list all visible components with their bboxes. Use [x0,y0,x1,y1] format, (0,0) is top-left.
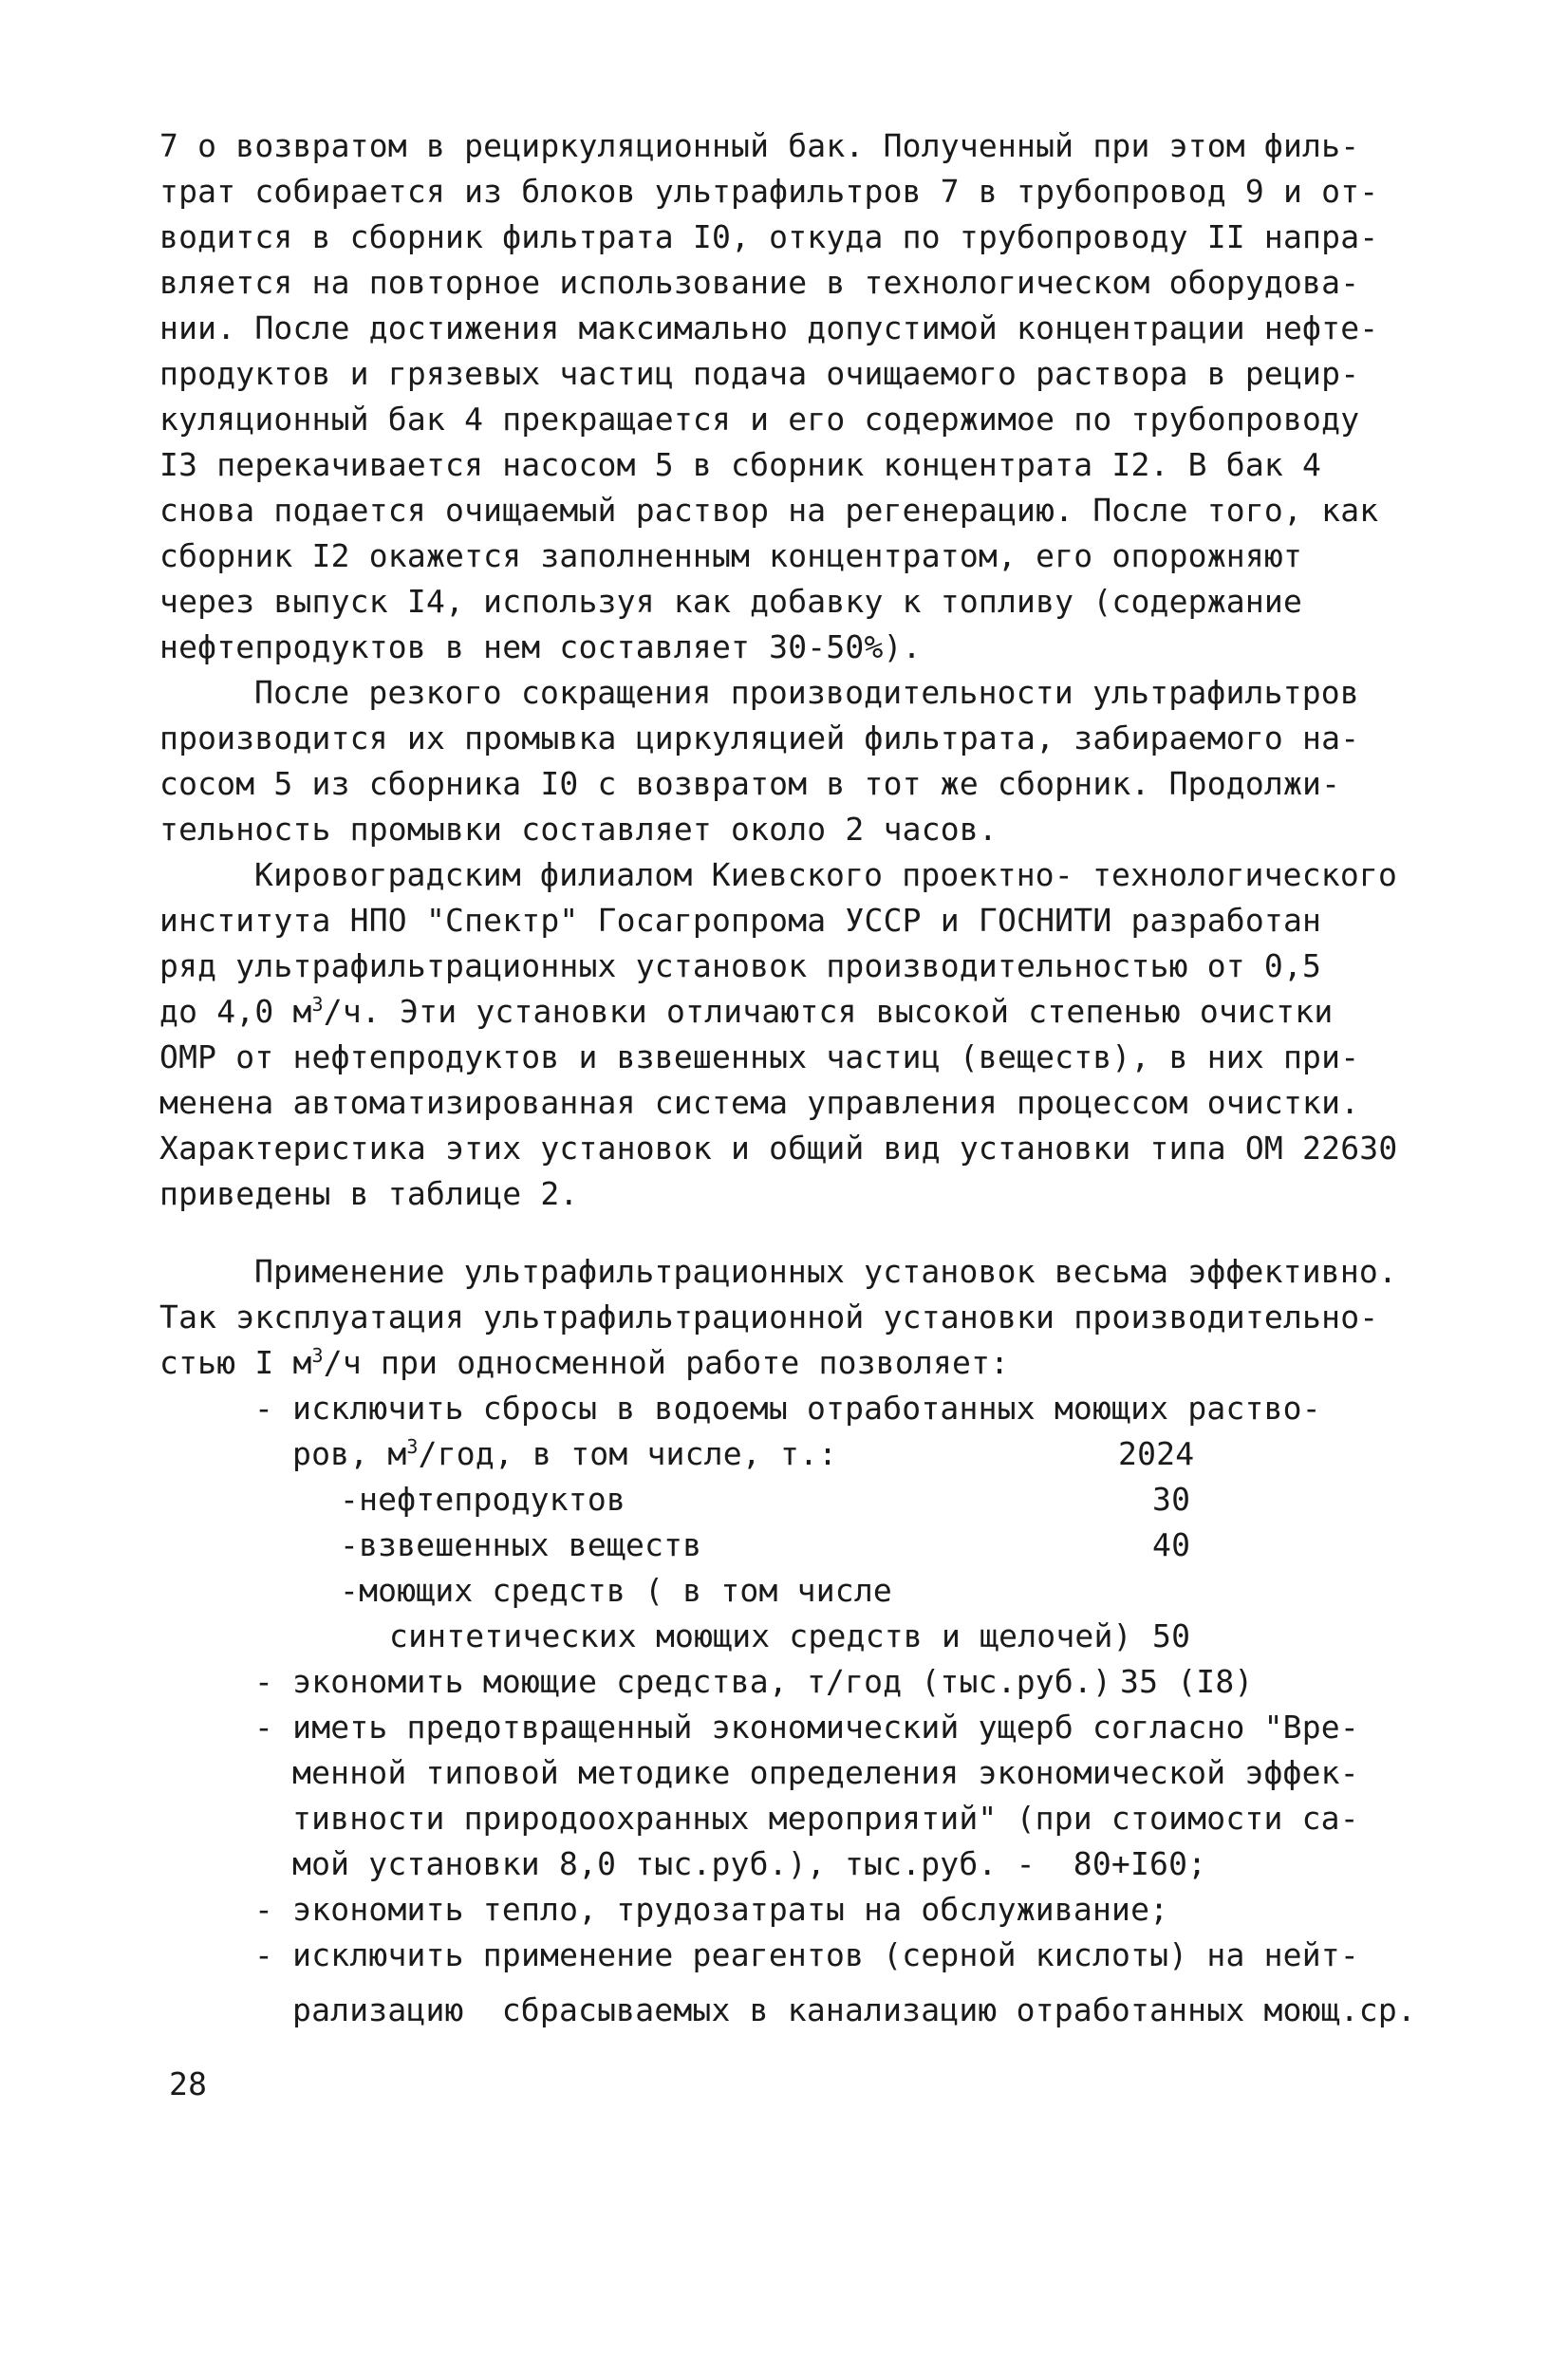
list-value: 35 (I8) [1120,1663,1254,1700]
text-line: нефтепродуктов в нем составляет 30-50%). [159,628,922,665]
text-fragment: стью I м [159,1344,312,1381]
text-fragment: /год, в том числе, т.: [418,1435,838,1472]
text-line: института НПО "Спектр" Госагропрома УССР и ГОСНИТИ разработан [159,902,1322,939]
text-line: водится в сборник фильтрата I0, откуда по трубопроводу II напра- [159,218,1379,255]
text-line: вляется на повторное использование в технологическом оборудова- [159,264,1360,301]
text-line: тельность промывки составляет около 2 часов. [159,811,998,848]
list-item-continued: рализацию сбрасываемых в канализацию отработанных моющ.ср. [292,1991,1416,2028]
list-item: - экономить тепло, трудозатраты на обслуживание; [254,1891,1169,1928]
list-value: 30 [1152,1481,1191,1518]
sub-list-item: -нефтепродуктов [340,1481,626,1518]
superscript: 3 [311,993,324,1016]
text-line: Кировоградским филиалом Киевского проектно- технологического [254,856,1398,893]
list-item: - иметь предотвращенный экономический ущерб согласно "Вре- [254,1709,1359,1746]
superscript: 3 [311,1344,324,1367]
list-item-continued [292,1431,837,1477]
sub-list-item: -моющих средств ( в том числе [340,1572,892,1609]
text-line: ОМР от нефтепродуктов и взвешенных частиц (веществ), в них при- [159,1038,1360,1075]
text-line: трат собирается из блоков ультрафильтров 7 в трубопровод 9 и от- [159,173,1379,210]
text-line: продуктов и грязевых частиц подача очищаемого раствора в рецир- [159,355,1360,392]
list-item-continued: мой установки 8,0 тыс.руб.), тыс.руб. - 80+I60; [292,1845,1207,1882]
text-line: После резкого сокращения производительности ультрафильтров [254,674,1359,711]
list-value: 40 [1152,1526,1191,1563]
list-item-continued: менной типовой методике определения экономической эффек- [292,1754,1359,1791]
sub-list-item: -взвешенных веществ [340,1526,702,1563]
text-line: 7 о возвратом в рециркуляционный бак. Полученный при этом филь- [159,127,1360,164]
sub-list-item-continued: синтетических моющих средств и щелочей) [389,1617,1132,1654]
text-line: нии. После достижения максимально допустимой концентрации нефте- [159,309,1379,346]
text-line: I3 перекачивается насосом 5 в сборник концентрата I2. В бак 4 [159,446,1322,483]
page-number: 28 [169,2065,208,2102]
text-fragment: ров, м [292,1435,407,1472]
text-fragment: /ч. Эти установки отличаются высокой степенью очистки [323,993,1334,1030]
text-line: Так эксплуатация ультрафильтрационной установки производительно- [159,1298,1379,1336]
text-line: сосом 5 из сборника I0 с возвратом в тот же сборник. Продолжи- [159,765,1341,802]
text-line: через выпуск I4, используя как добавку к топливу (содержание [159,583,1303,620]
superscript: 3 [406,1435,419,1458]
text-line: Применение ультрафильтрационных установок весьма эффективно. [254,1253,1398,1290]
text-fragment: до 4,0 м [159,993,312,1030]
list-value: 2024 [1118,1435,1195,1472]
text-line [159,1340,1009,1386]
text-line: снова подается очищаемый раствор на регенерацию. После того, как [159,492,1379,529]
list-item: - исключить сбросы в водоемы отработанных моющих раство- [254,1390,1321,1427]
text-line: менена автоматизированная система управления процессом очистки. [159,1084,1360,1121]
text-line: Характеристика этих установок и общий вид установки типа ОМ 22630 [159,1130,1398,1167]
text-line: производится их промывка циркуляцией фильтрата, забираемого на- [159,719,1360,757]
text-line: сборник I2 окажется заполненным концентратом, его опорожняют [159,537,1303,574]
text-fragment: /ч при односменной работе позволяет: [323,1344,1010,1381]
list-item: - экономить моющие средства, т/год (тыс.руб.) [254,1663,1112,1700]
text-line: ряд ультрафильтрационных установок производительностью от 0,5 [159,947,1322,984]
text-line: куляционный бак 4 прекращается и его содержимое по трубопроводу [159,401,1360,438]
list-item-continued: тивности природоохранных мероприятий" (при стоимости са- [292,1800,1359,1837]
text-line [159,989,1333,1035]
list-item: - исключить применение реагентов (серной кислоты) на нейт- [254,1936,1359,1973]
text-line: приведены в таблице 2. [159,1175,579,1212]
list-value: 50 [1152,1617,1191,1654]
